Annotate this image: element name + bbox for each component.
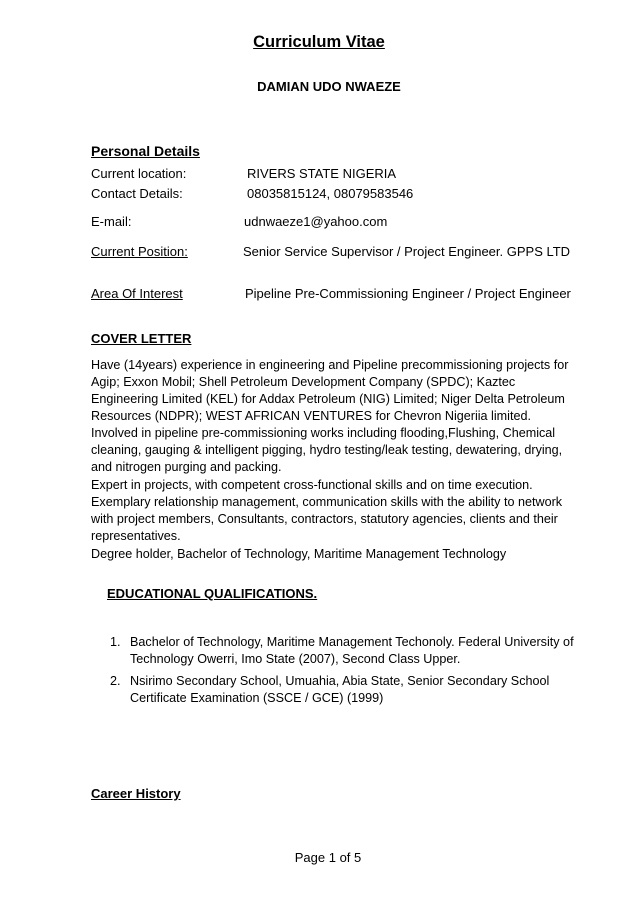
education-heading: EDUCATIONAL QUALIFICATIONS.: [107, 586, 318, 601]
cover-letter-paragraph: Degree holder, Bachelor of Technology, Maritime Management Technology: [91, 547, 507, 561]
cover-letter-paragraph: Expert in projects, with competent cross-functional skills and on time execution. Exemplary relationship management, communication skills with the ability to network with project members, Consultants, contractors, statutory agencies, clients and their representatives.: [91, 478, 563, 543]
cover-letter-heading: COVER LETTER: [91, 331, 192, 346]
list-item: [110, 673, 580, 707]
education-list: [110, 634, 580, 712]
location-value: RIVERS STATE NIGERIA: [247, 166, 397, 181]
candidate-name: DAMIAN UDO NWAEZE: [257, 79, 401, 94]
personal-details-heading: Personal Details: [91, 143, 200, 159]
location-label: Current location:: [91, 166, 187, 181]
interest-value: Pipeline Pre-Commissioning Engineer / Project Engineer: [245, 286, 571, 301]
contact-label: Contact Details:: [91, 186, 183, 201]
list-item-number: 1.: [110, 635, 121, 649]
interest-label: Area Of Interest: [91, 286, 183, 301]
cover-letter-paragraph: Have (14years) experience in engineering and Pipeline precommissioning projects for Agip; Exxon Mobil; Shell Petroleum Development Company (SPDC); Kaztec Engineering Limited (KEL) for Addax Petroleum (NIG) Limited; Niger Delta Petroleum Resources (NDPR); WEST AFRICAN VENTURES for Chevron Nigeriia limited. Involved in pipeline pre-commissioning works including flooding,Flushing, Chemical cleaning, gauging & intelligent pigging, hydro testing/leak testing, dewatering, drying, and nitrogen purging and packing.: [91, 358, 569, 474]
cover-letter-body: [91, 357, 581, 563]
contact-value: 08035815124, 08079583546: [247, 186, 414, 201]
email-value: udnwaeze1@yahoo.com: [244, 214, 388, 229]
list-item: [110, 634, 580, 668]
career-history-heading: Career History: [91, 786, 181, 801]
list-item-number: 2.: [110, 674, 121, 688]
list-item-text: Bachelor of Technology, Maritime Management Techonoly. Federal University of Technology Owerri, Imo State (2007), Second Class Upper.: [130, 635, 574, 666]
list-item-text: Nsirimo Secondary School, Umuahia, Abia State, Senior Secondary School Certificate Examination (SSCE / GCE) (1999): [130, 674, 550, 705]
page-number: Page 1 of 5: [294, 850, 362, 865]
document-title: Curriculum Vitae: [253, 33, 385, 51]
position-value: Senior Service Supervisor / Project Engineer. GPPS LTD: [243, 244, 571, 259]
email-label: E-mail:: [91, 214, 132, 229]
position-label: Current Position:: [91, 244, 188, 259]
